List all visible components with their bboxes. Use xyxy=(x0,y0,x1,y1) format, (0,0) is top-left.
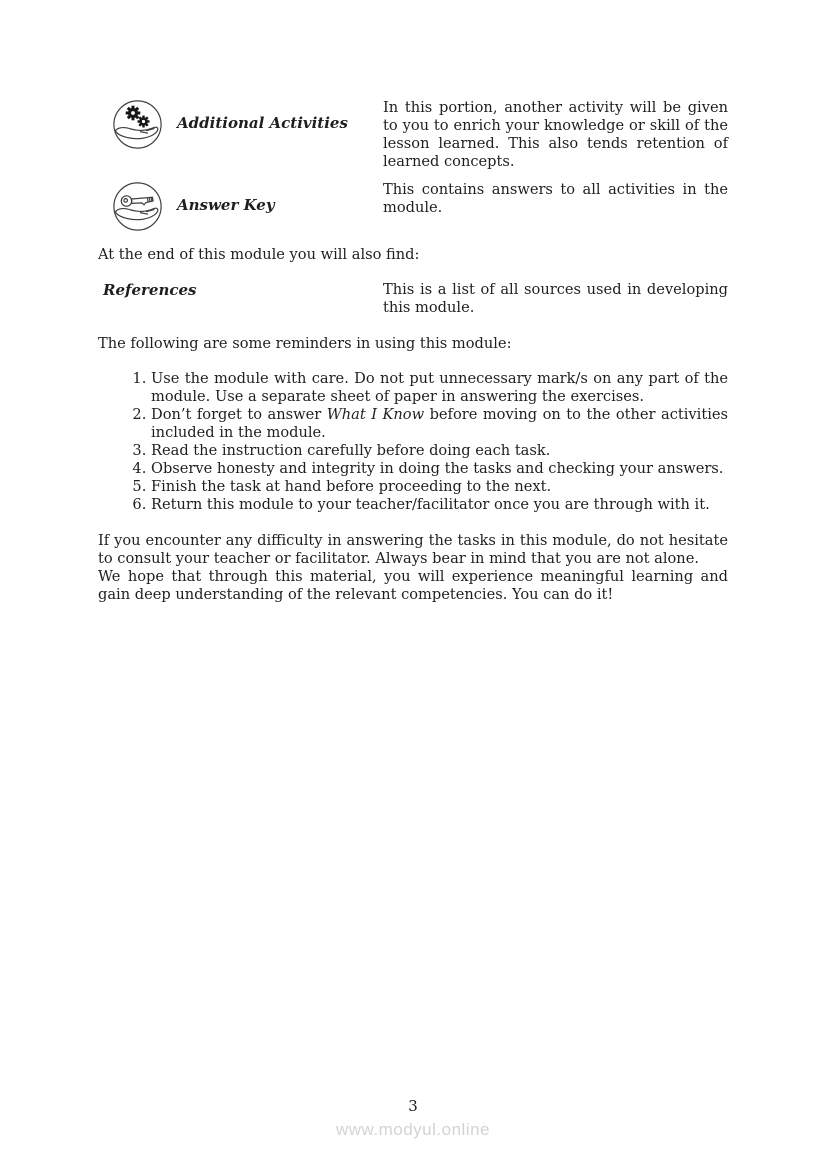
answer-key-label: Answer Key xyxy=(177,196,275,214)
answer-key-icon-cell xyxy=(98,181,162,231)
reminder-text: Observe honesty and integrity in doing the tasks and checking your answers. xyxy=(151,460,724,477)
watermark: www.modyul.online xyxy=(335,1120,490,1139)
closing-paragraph-2: We hope that through this material, you will experience meaningful learning and gain deep understanding of the relevant competencies. You can do it! xyxy=(98,568,728,603)
additional-activities-icon-cell xyxy=(98,99,162,149)
reminder-italic: What I Know xyxy=(326,406,425,423)
reminder-item-5 xyxy=(151,478,728,496)
references-label: References xyxy=(103,281,197,299)
answer-key-description: This contains answers to all activities in the module. xyxy=(383,181,728,216)
hand-holding-gears-icon xyxy=(113,100,162,149)
reminder-text: Don’t forget to answer xyxy=(151,406,327,423)
reminder-text: before moving on to the other activities included in the module. xyxy=(151,406,728,441)
reminder-item-3 xyxy=(151,442,728,460)
references-description: This is a list of all sources used in developing this module. xyxy=(383,281,728,316)
reminder-text: Finish the task at hand before proceeding to the next. xyxy=(151,478,552,495)
additional-activities-label: Additional Activities xyxy=(177,114,348,132)
additional-activities-row xyxy=(98,99,728,171)
reminder-text: Use the module with care. Do not put unnecessary mark/s on any part of the module. Use a separate sheet of paper in answering the exercises. xyxy=(151,370,728,405)
hand-holding-key-icon xyxy=(113,182,162,231)
page-content xyxy=(98,99,728,604)
page-number: 3 xyxy=(408,1097,418,1115)
reminder-item-1 xyxy=(151,370,728,406)
find-intro-text: At the end of this module you will also find: xyxy=(98,246,420,263)
closing-paragraph-1: If you encounter any difficulty in answering the tasks in this module, do not hesitate to consult your teacher or facilitator. Always bear in mind that you are not alone. xyxy=(98,532,728,567)
answer-key-row xyxy=(98,181,728,231)
reminder-item-6 xyxy=(151,496,728,514)
reminder-text: Read the instruction carefully before doing each task. xyxy=(151,442,551,459)
reminders-list xyxy=(98,370,728,514)
reminder-item-4 xyxy=(151,460,728,478)
reminders-intro-text: The following are some reminders in using this module: xyxy=(98,335,512,352)
reminder-text: Return this module to your teacher/facilitator once you are through with it. xyxy=(151,496,710,513)
additional-activities-description: In this portion, another activity will be given to you to enrich your knowledge or skill of the lesson learned. This also tends retention of learned concepts. xyxy=(383,99,728,170)
references-row xyxy=(98,281,728,317)
reminder-item-2 xyxy=(151,406,728,442)
